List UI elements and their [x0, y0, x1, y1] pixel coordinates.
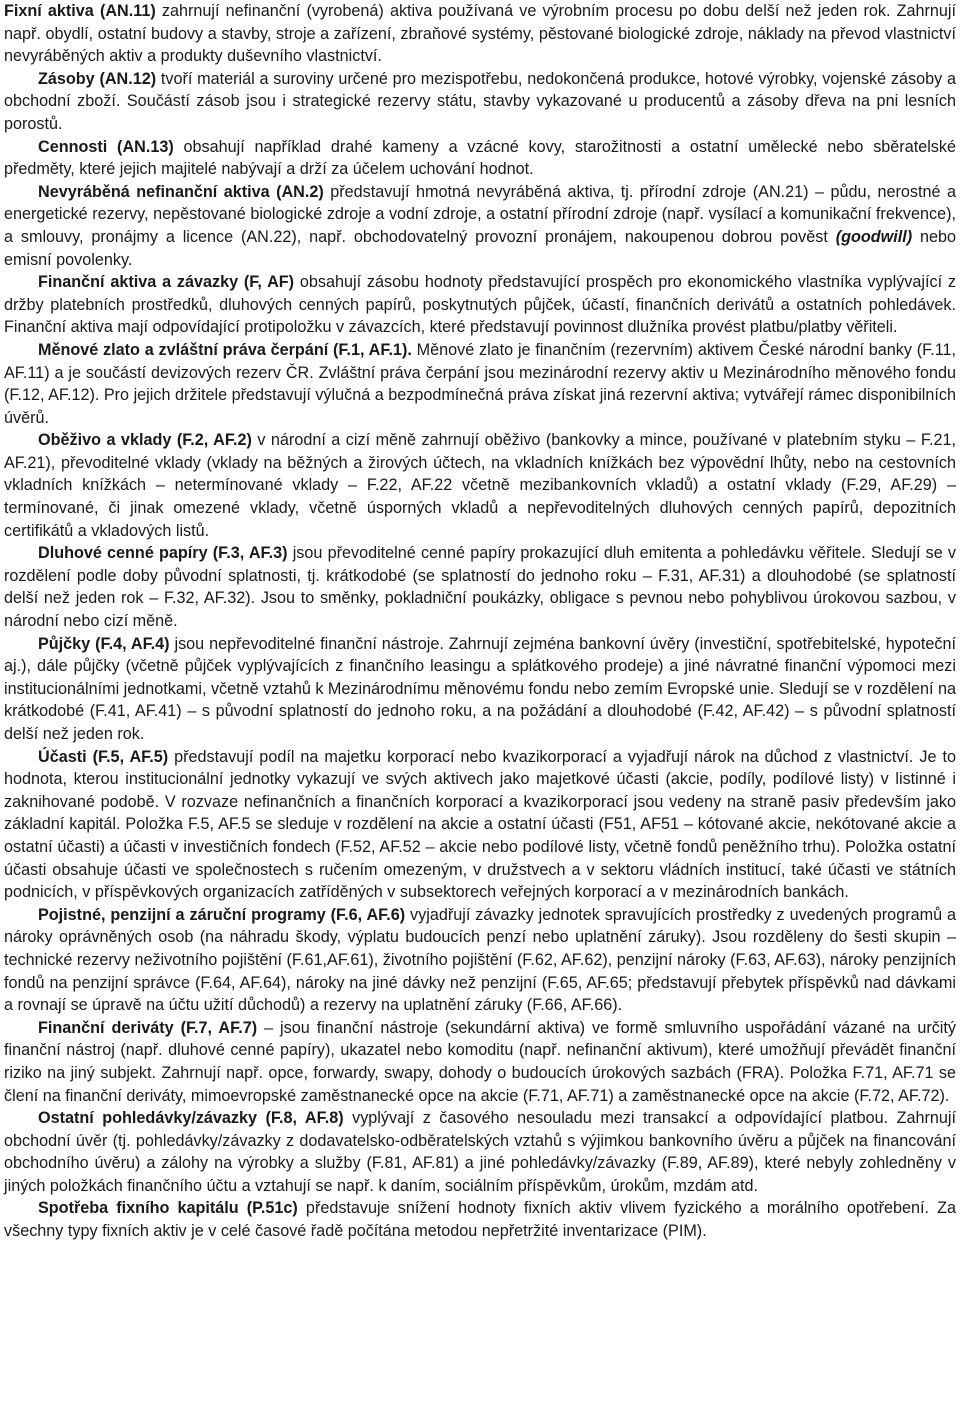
- paragraph: [4, 542, 956, 632]
- paragraph-heading: Účasti (F.5, AF.5): [38, 747, 169, 766]
- paragraph-text: vyplývají z časového nesouladu mezi transakcí a odpovídající platbou. Zahrnují obchodní úvěr (tj. pohledávky/závazky z dodavatelsko-odběratelských vztahů s výjimkou bankovního úvěru a půjček na financování obchodního úvěru) a zálohy na výrobky a služby (F.81, AF.81) a jiné pohledávky/závazky (F.89, AF.89), které nebyly zohledněny v jiných položkách finančního účtu a vztahují se např. k daním, sociálním příspěvkům, úrokům, mzdám atd.: [4, 1109, 956, 1195]
- paragraph: [4, 1107, 956, 1197]
- paragraph-heading: Ostatní pohledávky/závazky (F.8, AF.8): [38, 1109, 344, 1128]
- paragraph: [4, 904, 956, 1017]
- paragraph-heading: Nevyráběná nefinanční aktiva (AN.2): [38, 182, 324, 201]
- paragraph: [4, 1197, 956, 1242]
- paragraph-text: jsou převoditelné cenné papíry prokazující dluh emitenta a pohledávku věřitele. Sledují se v rozdělení podle doby původní splatnosti, tj. krátkodobé (se splatností do jednoho roku – F.31, AF.31) a dlouhodobé (se splatností delší než jeden rok – F.32, AF.32). Jsou to směnky, pokladniční poukázky, obligace s pevnou nebo pohyblivou úrokovou sazbou, v národní nebo cizí měně.: [4, 544, 957, 631]
- paragraph: [4, 181, 956, 271]
- paragraph-heading: Cennosti (AN.13): [38, 137, 174, 156]
- paragraph-text: vyjadřují závazky jednotek spravujících prostředky z uvedených programů a nároky oprávněných osob (na náhradu škody, výplatu budoucích penzí nebo uplatnění záruky). Jsou rozděleny do šesti skupin – technické rezervy neživotního pojištění (F.61,AF.61), životního pojištění (F.62, AF.62), penzijní nároky (F.63, AF.63), nároky penzijních fondů na penzijní správce (F.64, AF.64), nároky na jiné dávky než penzijní (F.65, AF.65; představují přebytek příspěvků nad dávkami a rovnají se úpravě na účtu užití důchodů) a rezervy na uplatnění záruky (F.66, AF.66).: [4, 905, 956, 1015]
- paragraph-heading: Dluhové cenné papíry (F.3, AF.3): [38, 544, 288, 563]
- paragraph-text: – jsou finanční nástroje (sekundární aktiva) ve formě smluvního uspořádání vázané na určitý finanční nástroj (např. dluhové cenné papíry), ukazatel nebo komoditu (např. nefinanční aktivum), které umožňují převádět finanční riziko na jiný subjekt. Zahrnují např. opce, forwardy, swapy, dohody o budoucích úrokových sazbách (FRA). Položka F.71, AF.71 se člení na finanční deriváty, mimoevropské zaměstnanecké opce na akcie (F.71, AF.71) a zaměstnanecké opce na akcie (F.72, AF.72).: [4, 1018, 956, 1105]
- paragraph-heading: Finanční aktiva a závazky (F, AF): [38, 273, 295, 292]
- paragraph-heading: Zásoby (AN.12): [38, 69, 157, 88]
- paragraph-heading: Oběživo a vklady (F.2, AF.2): [38, 431, 252, 450]
- paragraph-heading: Měnové zlato a zvláštní práva čerpání (F.1, AF.1).: [38, 340, 412, 359]
- paragraph-heading: Půjčky (F.4, AF.4): [38, 634, 170, 653]
- paragraph: [4, 633, 956, 746]
- paragraph-text: Měnové zlato je finančním (rezervním) aktivem České národní banky (F.11, AF.11) a je součástí devizových rezerv ČR. Zvláštní práva čerpání jsou mezinárodní rezervy aktiv u Mezinárodního měnového fondu (F.12, AF.12). Pro jejich držitele představují výlučná a bezpodmínečná práva získat jiná rezervní aktiva; vytvářejí rámec disponibilních úvěrů.: [4, 340, 956, 427]
- emphasized-term: (goodwill): [835, 227, 913, 246]
- paragraph-text: jsou nepřevoditelné finanční nástroje. Zahrnují zejména bankovní úvěry (investiční, spotřebitelské, hypoteční aj.), dále půjčky (včetně půjček vyplývajících z finančního leasingu a splátkového prodeje) a jiné návratné finanční výpomoci mezi institucionálními jednotkami, včetně vztahů k Mezinárodnímu měnovému fondu nebo zemím Evropské unie. Sledují se v rozdělení na krátkodobé (F.41, AF.41) – s původní splatností do jednoho roku, a na požádání a dlouhodobé (F.42, AF.42) – s původní splatností delší než jeden rok.: [4, 634, 956, 743]
- paragraph: [4, 339, 956, 429]
- paragraph-heading: Spotřeba fixního kapitálu (P.51c): [38, 1199, 298, 1218]
- paragraph-text: představují hmotná nevyráběná aktiva, tj. přírodní zdroje (AN.21) – půdu, nerostné a energetické rezervy, nepěstované biologické zdroje a vodní zdroje, a ostatní přírodní zdroje (např. vysílací a komunikační frekvence), a smlouvy, pronájmy a licence (AN.22), např. obchodovatelný provozní pronájem, nakoupenou dobrou pověst: [4, 182, 957, 246]
- paragraph: [4, 746, 956, 904]
- paragraph: [4, 68, 956, 136]
- paragraph: [4, 429, 956, 542]
- paragraph: [4, 1017, 956, 1107]
- paragraph: [4, 271, 956, 339]
- paragraph: [4, 0, 956, 68]
- paragraph-text: zahrnují nefinanční (vyrobená) aktiva používaná ve výrobním procesu po dobu delší než jeden rok. Zahrnují např. obydlí, ostatní budovy a stavby, stroje a zařízení, zbraňové systémy, pěstované biologické zdroje, náklady na převod vlastnictví nevyráběných aktiv a produkty duševního vlastnictví.: [4, 2, 957, 66]
- paragraph-text: v národní a cizí měně zahrnují oběživo (bankovky a mince, používané v platebním styku – F.21, AF.21), převoditelné vklady (vklady na běžných a žirových účtech, na vkladních knížkách bez výpovědní lhůty, nebo na cestovních vkladních knížkách – netermínované vklady – F.22, AF.22 včetně mezibankovních vkladů) a ostatní vklady (F.29, AF.29) – termínované, či jinak omezené vklady, včetně úsporných vkladů a nepřevoditelných dluhových cenných papírů, depozitních certifikátů a vkladových listů.: [4, 431, 956, 540]
- paragraph-text: nebo emisní povolenky.: [4, 227, 956, 269]
- paragraph-heading: Pojistné, penzijní a záruční programy (F.6, AF.6): [38, 905, 406, 924]
- paragraph-text: představuje snížení hodnoty fixních aktiv vlivem fyzického a morálního opotřebení. Za všechny typy fixních aktiv je v celé časové řadě počítána metodou nepřetržité inventarizace (PIM).: [4, 1199, 956, 1241]
- paragraph: [4, 136, 956, 181]
- paragraph-heading: Fixní aktiva (AN.11): [4, 2, 156, 20]
- paragraph-text: tvoří materiál a suroviny určené pro mezispotřebu, nedokončená produkce, hotové výrobky, vojenské zásoby a obchodní zboží. Součástí zásob jsou i strategické rezervy státu, stavby vykazované u producentů a zásoby dřeva na pni lesních porostů.: [4, 69, 956, 133]
- paragraph-text: představují podíl na majetku korporací nebo kvazikorporací a vyjadřují nárok na důchod z vlastnictví. Je to hodnota, kterou institucionální jednotky vykazují ve svých aktivech jako majetkové účasti (akcie, podíly, podílové listy) v listinné i zaknihované podobě. V rozvaze nefinančních a finančních korporací a kvazikorporací jsou vedeny na straně pasiv především jako základní kapitál. Položka F.5, AF.5 se sleduje v rozdělení na akcie a ostatní účasti (F51, AF51 – kótované akcie, nekótované akcie a ostatní účasti) a účasti v investičních fondech (F.52, AF.52 – akcie nebo podílové listy, včetně fondů peněžního trhu). Položka ostatní účasti obsahuje účasti ve společnostech s ručením omezeným, v družstvech a v sektoru vládních institucí, také účasti ve státních podnicích, v příspěvkových organizacích zatříděných v subsektorech veřejných korporací a v mezinárodních bankách.: [4, 747, 956, 902]
- paragraph-heading: Finanční deriváty (F.7, AF.7): [38, 1018, 258, 1037]
- paragraph-text: obsahují zásobu hodnoty představující prospěch pro ekonomického vlastníka vyplývající z držby platebních prostředků, dluhových cenných papírů, poskytnutých půjček, účastí, finančních derivátů a ostatních pohledávek. Finanční aktiva mají odpovídající protipoložku v závazcích, které představují povinnost dlužníka provést platbu/platby věřiteli.: [4, 273, 956, 337]
- paragraph-text: obsahují například drahé kameny a vzácné kovy, starožitnosti a ostatní umělecké nebo sběratelské předměty, které jejich majitelé nabývají a drží za účelem uchování hodnot.: [4, 137, 956, 179]
